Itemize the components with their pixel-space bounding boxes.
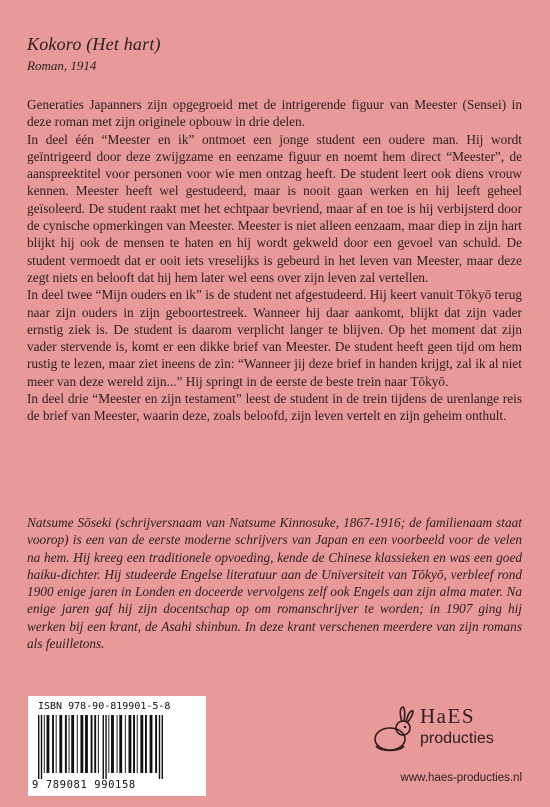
synopsis-paragraph: In deel twee “Mijn ouders en ik” is de student net afgestudeerd. Hij keert vanuit Tōkyō terug naar zijn ouders in zijn geboortestreek. Wanneer hij daar aankomt, blijkt dat zijn vader ernstig ziek is. De student is daarom verplicht langer te blijven. Op het moment dat zijn vader stervende is, komt er een dikke brief van Meester. De student heeft geen tijd om hem rustig te lezen, maar ziet ineens de zin: “Wanneer jij deze brief in handen krijgt, zal ik al niet meer van deze wereld zijn...” Hij springt in de eerste de beste trein naar Tōkyō. — [27, 287, 522, 389]
barcode-bar — [105, 715, 106, 779]
barcode-bar — [91, 715, 93, 773]
barcode-bar — [150, 715, 153, 773]
barcode-bar — [56, 715, 57, 773]
publisher-sub: producties — [420, 730, 494, 747]
barcode-bar — [44, 715, 45, 773]
barcode-bar — [155, 715, 157, 773]
barcode-bar — [94, 715, 96, 773]
barcode-digits: 9 789081 990158 — [32, 779, 136, 791]
barcode-bar — [111, 715, 114, 773]
barcode-bar — [80, 715, 83, 773]
synopsis-paragraph: In deel drie “Meester en zijn testament” leest de student in de trein tijdens de urenlange reis de brief van Meester, waarin deze, zoals beloofd, zijn leven vertelt en zijn geheim onthult. — [27, 391, 522, 424]
barcode-bar — [69, 715, 70, 773]
barcode-bar — [159, 715, 160, 779]
barcode-bar — [41, 715, 42, 779]
barcode-bar — [133, 715, 135, 773]
book-subtitle: Roman, 1914 — [27, 58, 97, 73]
barcode-bar — [77, 715, 78, 773]
barcode-bar — [108, 715, 109, 773]
barcode-bar — [38, 715, 39, 779]
publisher-logo — [370, 704, 520, 764]
synopsis-paragraph: Generaties Japanners zijn opgegroeid met de intrigerende figuur van Meester (Sensei) in deze roman met zijn originele opbouw in drie delen. — [27, 97, 522, 130]
barcode-bar — [117, 715, 118, 773]
barcode-bar — [98, 715, 99, 773]
barcode-bar — [103, 715, 104, 779]
barcode-bar — [47, 715, 50, 773]
book-title: Kokoro (Het hart) — [27, 34, 161, 54]
publisher-url: www.haes-producties.nl — [400, 772, 522, 784]
author-bio: Natsume Sōseki (schrijversnaam van Natsume Kinnosuke, 1867-1916; de familienaam staat voorop) is een van de eerste moderne schrijvers van Japan en een voorbeeld voor de velen na hem. Hij kreeg een traditionele opvoeding, kende de Chinese klassieken en was een goed haiku-dichter. Hij studeerde Engelse literatuur aan de Universiteit van Tōkyō, verbleef rond 1900 enige jaren in Londen en doceerde vervolgens zelf ook Engels aan zijn alma mater. Na enige jaren gaf hij zijn docentschap op om romanschrijver te worden; in 1907 ging hij werken bij een krant, de Asahi shinbun. In deze krant verschenen meerdere van zijn romans als feuilletons. — [27, 515, 522, 652]
barcode-bars — [34, 715, 200, 779]
barcode-bar — [137, 715, 138, 773]
barcode-bar — [59, 715, 62, 773]
barcode-bar — [129, 715, 132, 773]
barcode-bar — [52, 715, 54, 773]
barcode-bar — [65, 715, 67, 773]
barcode-bar — [162, 715, 163, 779]
barcode-bar — [125, 715, 126, 773]
barcode-bar — [119, 715, 122, 773]
barcode-bar — [71, 715, 74, 773]
barcode — [28, 696, 206, 796]
barcode-bar — [140, 715, 143, 773]
synopsis — [27, 96, 522, 425]
publisher-name: HaES — [420, 704, 475, 728]
isbn-label: ISBN 978-90-819901-5-8 — [38, 701, 171, 712]
barcode-bar — [85, 715, 88, 773]
synopsis-paragraph: In deel één “Meester en ik” ontmoet een jonge student een oudere man. Hij wordt geïntrigeerd door deze zwijgzame en eenzame figuur en noemt hem direct “Meester”, de aanspreektitel voor personen voor wie men ontzag heeft. De student leert ook diens vrouw kennen. Meester heeft wel gestudeerd, maar is nooit gaan werken en hij leeft geheel geïsoleerd. De student raakt met het echtpaar bevriend, maar af en toe is hij verbijsterd door de cynische opmerkingen van Meester. Meester is niet alleen eenzaam, maar diep in zijn hart blijkt hij ook de mensen te haten en hij wordt gekweld door een gevoel van schuld. De student vermoedt dat er ooit iets vreselijks is gebeurd in het leven van Meester, maar deze zegt niets en belooft dat hij hem later wel eens over zijn leven zal vertellen. — [27, 131, 522, 285]
hare-logo-icon — [370, 706, 416, 754]
barcode-bar — [145, 715, 147, 773]
